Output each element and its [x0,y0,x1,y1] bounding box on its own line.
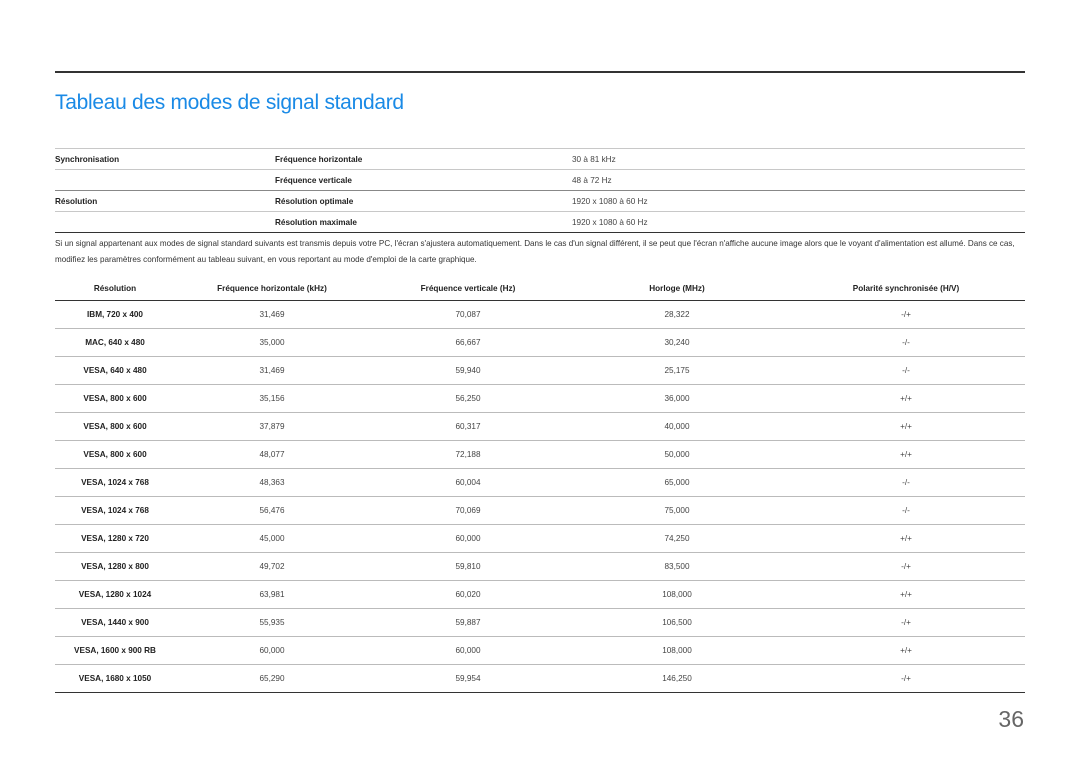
clock-cell: 108,000 [567,637,787,665]
resolution-cell: VESA, 800 x 600 [55,385,175,413]
table-row [55,665,1025,693]
clock-cell: 30,240 [567,329,787,357]
page-title: Tableau des modes de signal standard [55,91,404,114]
resolution-cell: VESA, 1024 x 768 [55,469,175,497]
sync-polarity-cell: -/+ [787,665,1025,693]
horizontal-frequency-cell: 65,290 [175,665,369,693]
header-sync-polarity: Polarité synchronisée (H/V) [787,276,1025,301]
clock-cell: 28,322 [567,301,787,329]
resolution-cell: VESA, 800 x 600 [55,441,175,469]
clock-cell: 65,000 [567,469,787,497]
clock-cell: 36,000 [567,385,787,413]
spec-row [55,191,1025,212]
resolution-cell: VESA, 1280 x 1024 [55,581,175,609]
table-row [55,385,1025,413]
sync-polarity-cell: -/- [787,497,1025,525]
header-resolution: Résolution [55,276,175,301]
spec-group: Résolution [55,191,275,212]
header-horizontal-frequency: Fréquence horizontale (kHz) [175,276,369,301]
resolution-cell: VESA, 1024 x 768 [55,497,175,525]
horizontal-frequency-cell: 63,981 [175,581,369,609]
vertical-frequency-cell: 56,250 [369,385,567,413]
header-clock: Horloge (MHz) [567,276,787,301]
clock-cell: 50,000 [567,441,787,469]
info-paragraph: Si un signal appartenant aux modes de signal standard suivants est transmis depuis votre PC, l'écran s'ajustera automatiquement. Dans le cas d'un signal différent, il se peut que l'écran n'affiche aucune image alors que le voyant d'alimentation est allumé. Dans ce cas, modifiez les paramètres conformément au tableau suivant, en vous reportant au mode d'emploi de la carte graphique. [55,239,1015,264]
spec-label: Résolution maximale [275,212,572,233]
top-rule [55,71,1025,73]
sync-polarity-cell: -/- [787,357,1025,385]
page-number: 36 [998,706,1024,732]
resolution-cell: VESA, 800 x 600 [55,413,175,441]
vertical-frequency-cell: 70,069 [369,497,567,525]
vertical-frequency-cell: 72,188 [369,441,567,469]
vertical-frequency-cell: 59,954 [369,665,567,693]
vertical-frequency-cell: 60,000 [369,637,567,665]
signal-spec-table [55,148,1025,233]
spec-group: Synchronisation [55,149,275,170]
vertical-frequency-cell: 60,317 [369,413,567,441]
sync-polarity-cell: +/+ [787,441,1025,469]
clock-cell: 108,000 [567,581,787,609]
table-row [55,609,1025,637]
spec-value: 48 à 72 Hz [572,170,1025,191]
horizontal-frequency-cell: 31,469 [175,301,369,329]
spec-group [55,170,275,191]
resolution-cell: IBM, 720 x 400 [55,301,175,329]
clock-cell: 40,000 [567,413,787,441]
table-row [55,553,1025,581]
sync-polarity-cell: +/+ [787,637,1025,665]
resolution-cell: MAC, 640 x 480 [55,329,175,357]
clock-cell: 146,250 [567,665,787,693]
resolution-cell: VESA, 1280 x 800 [55,553,175,581]
table-row [55,329,1025,357]
spec-value: 1920 x 1080 à 60 Hz [572,212,1025,233]
clock-cell: 83,500 [567,553,787,581]
table-row [55,441,1025,469]
horizontal-frequency-cell: 60,000 [175,637,369,665]
sync-polarity-cell: +/+ [787,385,1025,413]
vertical-frequency-cell: 60,004 [369,469,567,497]
table-row [55,301,1025,329]
clock-cell: 75,000 [567,497,787,525]
clock-cell: 106,500 [567,609,787,637]
signal-modes-table [55,276,1025,693]
spec-row [55,170,1025,191]
horizontal-frequency-cell: 37,879 [175,413,369,441]
table-row [55,525,1025,553]
table-row [55,357,1025,385]
spec-label: Résolution optimale [275,191,572,212]
horizontal-frequency-cell: 56,476 [175,497,369,525]
spec-group [55,212,275,233]
vertical-frequency-cell: 59,810 [369,553,567,581]
spec-row [55,212,1025,233]
sync-polarity-cell: -/- [787,469,1025,497]
resolution-cell: VESA, 1280 x 720 [55,525,175,553]
horizontal-frequency-cell: 35,156 [175,385,369,413]
modes-header-row [55,276,1025,301]
header-vertical-frequency: Fréquence verticale (Hz) [369,276,567,301]
spec-row [55,149,1025,170]
horizontal-frequency-cell: 48,077 [175,441,369,469]
table-row [55,469,1025,497]
sync-polarity-cell: -/+ [787,301,1025,329]
sync-polarity-cell: -/+ [787,553,1025,581]
sync-polarity-cell: +/+ [787,581,1025,609]
spec-label: Fréquence verticale [275,170,572,191]
horizontal-frequency-cell: 55,935 [175,609,369,637]
table-row [55,637,1025,665]
clock-cell: 25,175 [567,357,787,385]
spec-value: 30 à 81 kHz [572,149,1025,170]
clock-cell: 74,250 [567,525,787,553]
horizontal-frequency-cell: 49,702 [175,553,369,581]
resolution-cell: VESA, 1600 x 900 RB [55,637,175,665]
vertical-frequency-cell: 59,887 [369,609,567,637]
horizontal-frequency-cell: 45,000 [175,525,369,553]
sync-polarity-cell: +/+ [787,413,1025,441]
sync-polarity-cell: -/- [787,329,1025,357]
spec-value: 1920 x 1080 à 60 Hz [572,191,1025,212]
horizontal-frequency-cell: 31,469 [175,357,369,385]
table-row [55,581,1025,609]
vertical-frequency-cell: 66,667 [369,329,567,357]
vertical-frequency-cell: 60,000 [369,525,567,553]
vertical-frequency-cell: 59,940 [369,357,567,385]
resolution-cell: VESA, 1440 x 900 [55,609,175,637]
sync-polarity-cell: +/+ [787,525,1025,553]
table-row [55,497,1025,525]
modes-body [55,301,1025,693]
vertical-frequency-cell: 60,020 [369,581,567,609]
horizontal-frequency-cell: 48,363 [175,469,369,497]
sync-polarity-cell: -/+ [787,609,1025,637]
spec-label: Fréquence horizontale [275,149,572,170]
table-row [55,413,1025,441]
resolution-cell: VESA, 1680 x 1050 [55,665,175,693]
vertical-frequency-cell: 70,087 [369,301,567,329]
horizontal-frequency-cell: 35,000 [175,329,369,357]
resolution-cell: VESA, 640 x 480 [55,357,175,385]
